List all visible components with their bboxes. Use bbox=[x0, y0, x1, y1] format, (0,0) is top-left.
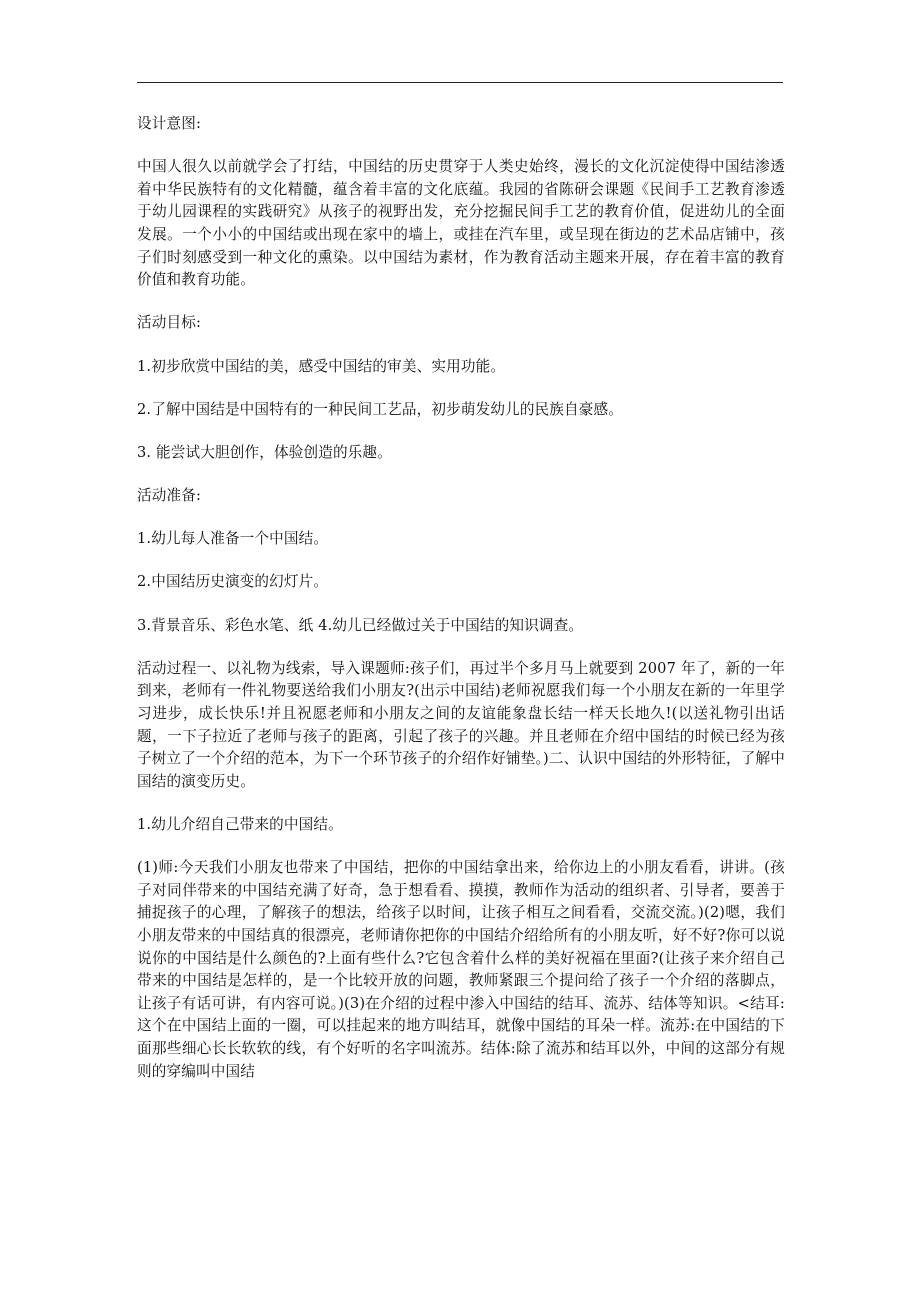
paragraph-activity-process: 活动过程一、以礼物为线索，导入课题师:孩子们，再过半个多月马上就要到 2007 年了，新的一年到来，老师有一件礼物要送给我们小朋友?(出示中国结)老师祝愿我们每一个小朋友在新的一年里学习进步，成长快乐!并且祝愿老师和小朋友之间的友谊能象盘长结一样天长地久!(以送礼物引出话题，一下子拉近了老师与孩子的距离，引起了孩子的兴趣。并且老师在介绍中国结的时候已经为孩子树立了一个介绍的范本，为下一个环节孩子的介绍作好铺垫。)二、认识中国结的外形特征，了解中国结的演变历史。 bbox=[137, 659, 785, 790]
goal-item-1: 1.初步欣赏中国结的美，感受中国结的审美、实用功能。 bbox=[137, 357, 506, 375]
paragraph-design-intent: 中国人很久以前就学会了打结，中国结的历史贯穿于人类史始终，漫长的文化沉淀使得中国结渗透着中华民族特有的文化精髓，蕴含着丰富的文化底蕴。我园的省陈研会课题《民间手工艺教育渗透于幼儿园课程的实践研究》从孩子的视野出发，充分挖掘民间手工艺的教育价值，促进幼儿的全面发展。一个小小的中国结或出现在家中的墙上，或挂在汽车里，或呈现在街边的艺术品店铺中，孩子们时刻感受到一种文化的熏染。以中国结为素材，作为教育活动主题来开展，存在着丰富的教育价值和教育功能。 bbox=[137, 158, 785, 289]
section-heading-goals: 活动目标: bbox=[137, 314, 202, 332]
section-heading-preparation: 活动准备: bbox=[137, 487, 202, 505]
document-body bbox=[137, 113, 785, 1083]
section-heading-design-intent: 设计意图: bbox=[137, 115, 202, 132]
goal-item-2: 2.了解中国结是中国特有的一种民间工艺品，初步萌发幼儿的民族自豪感。 bbox=[137, 400, 624, 418]
header-rule bbox=[137, 82, 783, 83]
preparation-item-1: 1.幼儿每人准备一个中国结。 bbox=[137, 530, 329, 548]
process-step-heading: 1.幼儿介绍自己带来的中国结。 bbox=[137, 816, 343, 833]
paragraph-process-details: (1)师:今天我们小朋友也带来了中国结，把你的中国结拿出来，给你边上的小朋友看看，讲讲。(孩子对同伴带来的中国结充满了好奇，急于想看看、摸摸，教师作为活动的组织者、引导者，要善于捕捉孩子的心理，了解孩子的想法，给孩子以时间，让孩子相互之间看看，交流交流。)(2)嗯，我们小朋友带来的中国结真的很漂亮，老师请你把你的中国结介绍给所有的小朋友听，好不好?你可以说说你的中国结是什么颜色的?上面有些什么?它包含着什么样的美好祝福在里面?(让孩子来介绍自己带来的中国结是怎样的，是一个比较开放的问题，教师紧跟三个提问给了孩子一个介绍的落脚点，让孩子有话可讲，有内容可说。)(3)在介绍的过程中渗入中国结的结耳、流苏、结体等知识。<结耳:这个在中国结上面的一圈，可以挂起来的地方叫结耳，就像中国结的耳朵一样。流苏:在中国结的下面那些细心长长软软的线，有个好听的名字叫流苏。结体:除了流苏和结耳以外，中间的这部分有规则的穿编叫中国结 bbox=[137, 859, 785, 1080]
preparation-item-3: 3.背景音乐、彩色水笔、纸 4.幼儿已经做过关于中国结的知识调查。 bbox=[137, 616, 584, 634]
preparation-item-2: 2.中国结历史演变的幻灯片。 bbox=[137, 573, 329, 591]
goal-item-3: 3. 能尝试大胆创作，体验创造的乐趣。 bbox=[137, 443, 392, 461]
